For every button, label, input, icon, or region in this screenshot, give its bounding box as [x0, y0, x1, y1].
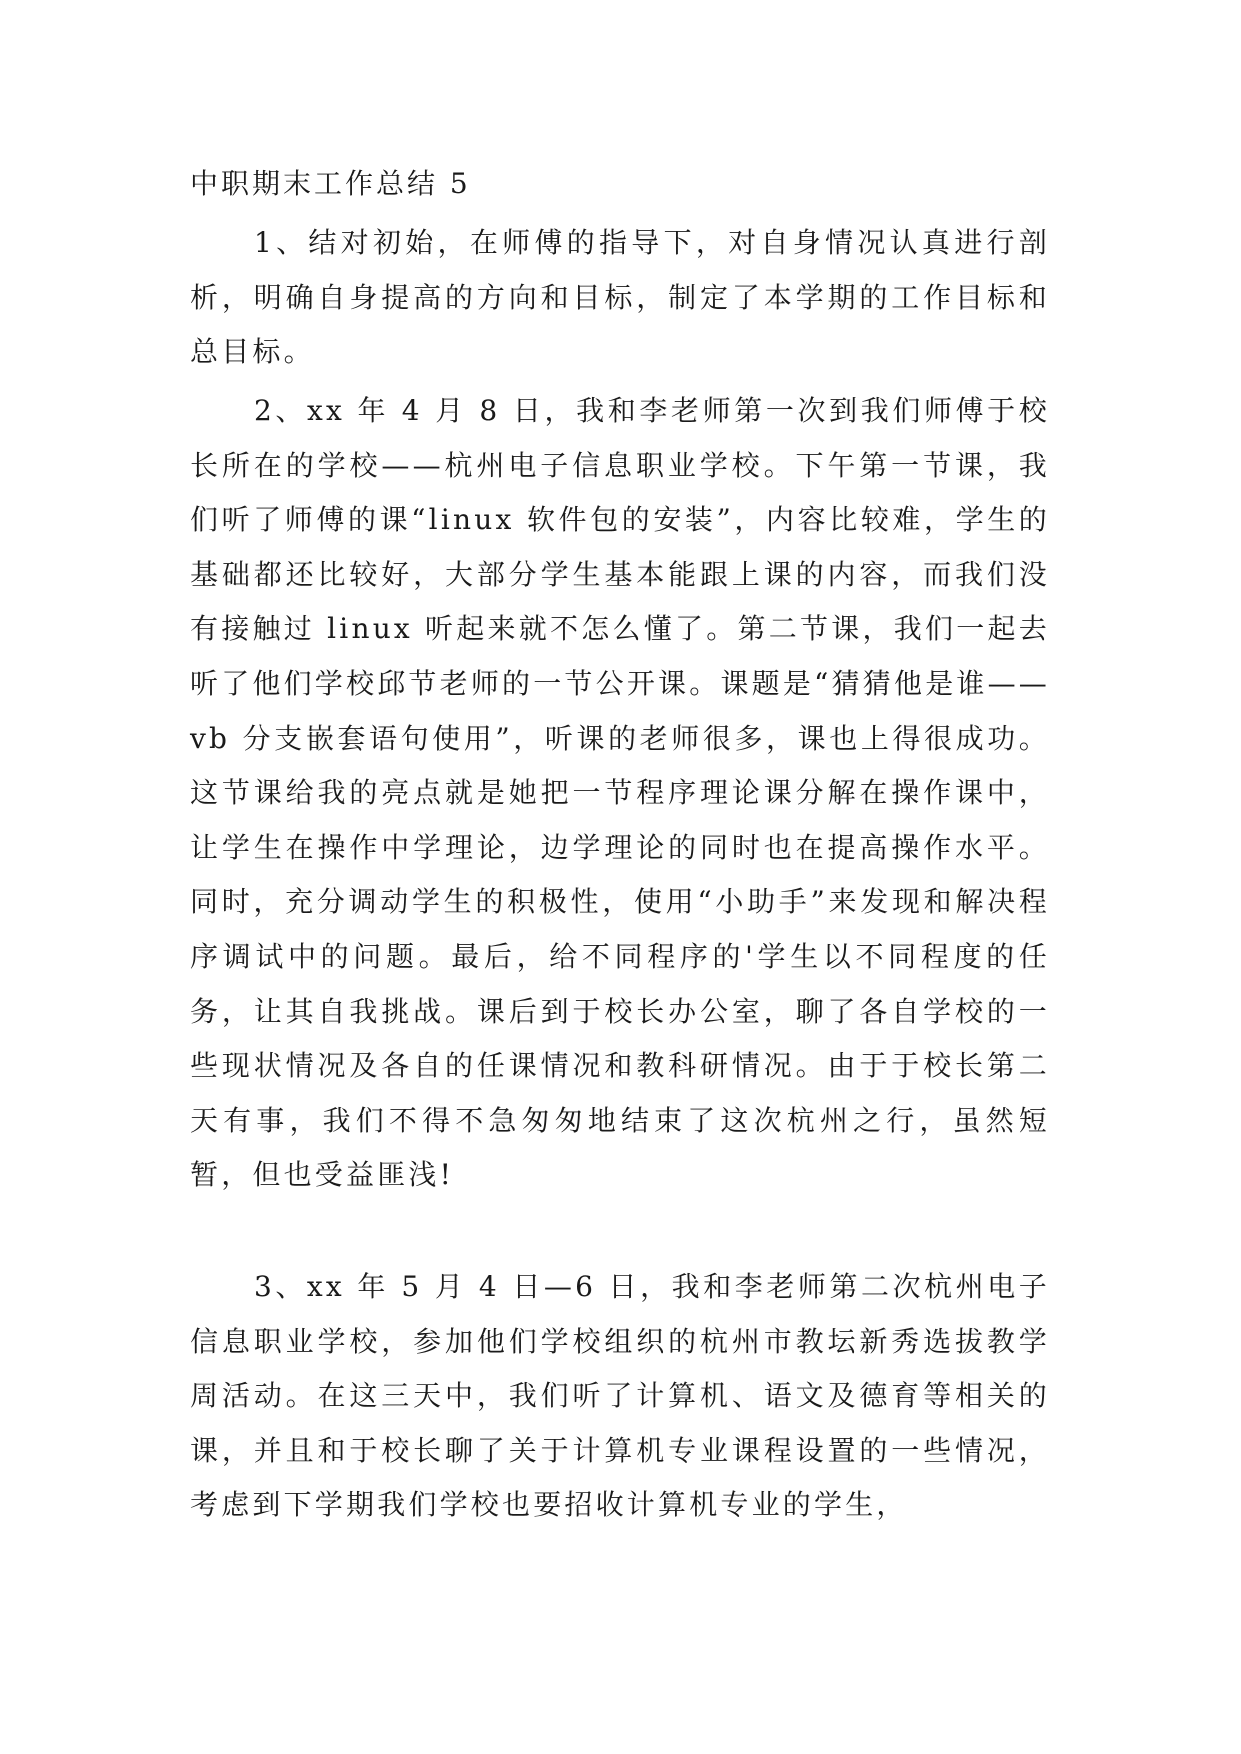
paragraph-1: 1、结对初始，在师傅的指导下，对自身情况认真进行剖析，明确自身提高的方向和目标，制定了本学期的工作目标和总目标。	[190, 226, 1050, 369]
paragraph-3: 3、xx 年 5 月 4 日—6 日，我和李老师第二次杭州电子信息职业学校，参加他们学校组织的杭州市教坛新秀选拔教学周活动。在这三天中，我们听了计算机、语文及德育等相关的课，并且和于校长聊了关于计算机专业课程设置的一些情况，考虑到下学期我们学校也要招收计算机专业的学生，	[190, 1270, 1050, 1522]
document-title: 中职期末工作总结 5	[190, 167, 471, 200]
paragraph-2: 2、xx 年 4 月 8 日，我和李老师第一次到我们师傅于校长所在的学校——杭州电子信息职业学校。下午第一节课，我们听了师傅的课“linux 软件包的安装”，内容比较难，学生的基础都还比较好，大部分学生基本能跟上课的内容，而我们没有接触过 linux 听起来就不怎么懂了。第二节课，我们一起去听了他们学校邱节老师的一节公开课。课题是“猜猜他是谁——vb 分支嵌套语句使用”，听课的老师很多，课也上得很成功。这节课给我的亮点就是她把一节程序理论课分解在操作课中，让学生在操作中学理论，边学理论的同时也在提高操作水平。同时，充分调动学生的积极性，使用“小助手”来发现和解决程序调试中的问题。最后，给不同程序的'学生以不同程度的任务，让其自我挑战。课后到于校长办公室，聊了各自学校的一些现状情况及各自的任课情况和教科研情况。由于于校长第二天有事，我们不得不急匆匆地结束了这次杭州之行，虽然短暂，但也受益匪浅!	[190, 394, 1050, 1192]
